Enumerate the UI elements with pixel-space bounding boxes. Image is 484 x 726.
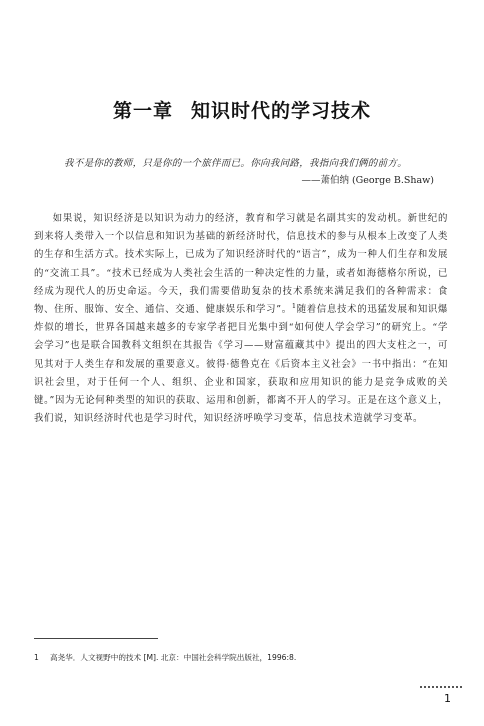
page-number: 1 [444,692,451,705]
body-text-part-2: 随着信息技术的迅猛发展和知识爆炸似的增长，世界各国越来越多的专家学者把目光集中到“如何使人学会学习”的研究上。“学会学习”也是联合国教科文组织在其报告《学习——财富蕴藏其中》提出的四大支柱之一，可见其对于人类生存和发展的重要意义。彼得·德鲁克在《后资本主义社会》一书中指出：“在知识社会里，对于任何一个人、组织、企业和国家，获取和应用知识的能力是竞争成败的关键。”因为无论何种类型的知识的获取、运用和创新，都离不开人的学习。正是在这个意义上，我们说，知识经济时代也是学习时代，知识经济呼唤学习变革，信息技术造就学习变革。 [34,304,448,425]
page-number-dots [420,686,462,688]
epigraph-attribution: ——萧伯纳 (George B.Shaw) [301,175,434,186]
footnote-divider [34,638,158,639]
body-text-part-1: 如果说，知识经济是以知识为动力的经济，教育和学习就是名副其实的发动机。新世纪的到来将人类带入一个以信息和知识为基础的新经济时代，信息技术的参与从根本上改变了人类的生存和生活方式。技术实际上，已成为了知识经济时代的“语言”，成为一种人们生存和发展的“交流工具”。“技术已经成为人类社会生活的一种决定性的力量，或者如海德格尔所说，已经成为现代人的历史命运。今天，我们需要借助复杂的技术系统来满足我们的各种需求：食物、住所、服饰、安全、通信、交通、健康娱乐和学习”。 [34,213,448,316]
body-paragraph [34,210,448,428]
chapter-number: 第一章 [112,100,173,122]
chapter-heading [0,96,484,123]
epigraph-quote: 我不是你的教师，只是你的一个旅伴而已。你向我问路，我指向我们俩的前方。 [64,158,408,169]
footnote-number: 1 [34,653,39,662]
footnote-marker[interactable]: 1 [291,301,297,310]
footnote [34,652,454,663]
chapter-title: 知识时代的学习技术 [191,100,372,122]
footnote-text: 高尧华．人文视野中的技术 [M]. 北京：中国社会科学院出版社，1996:8. [50,653,297,662]
